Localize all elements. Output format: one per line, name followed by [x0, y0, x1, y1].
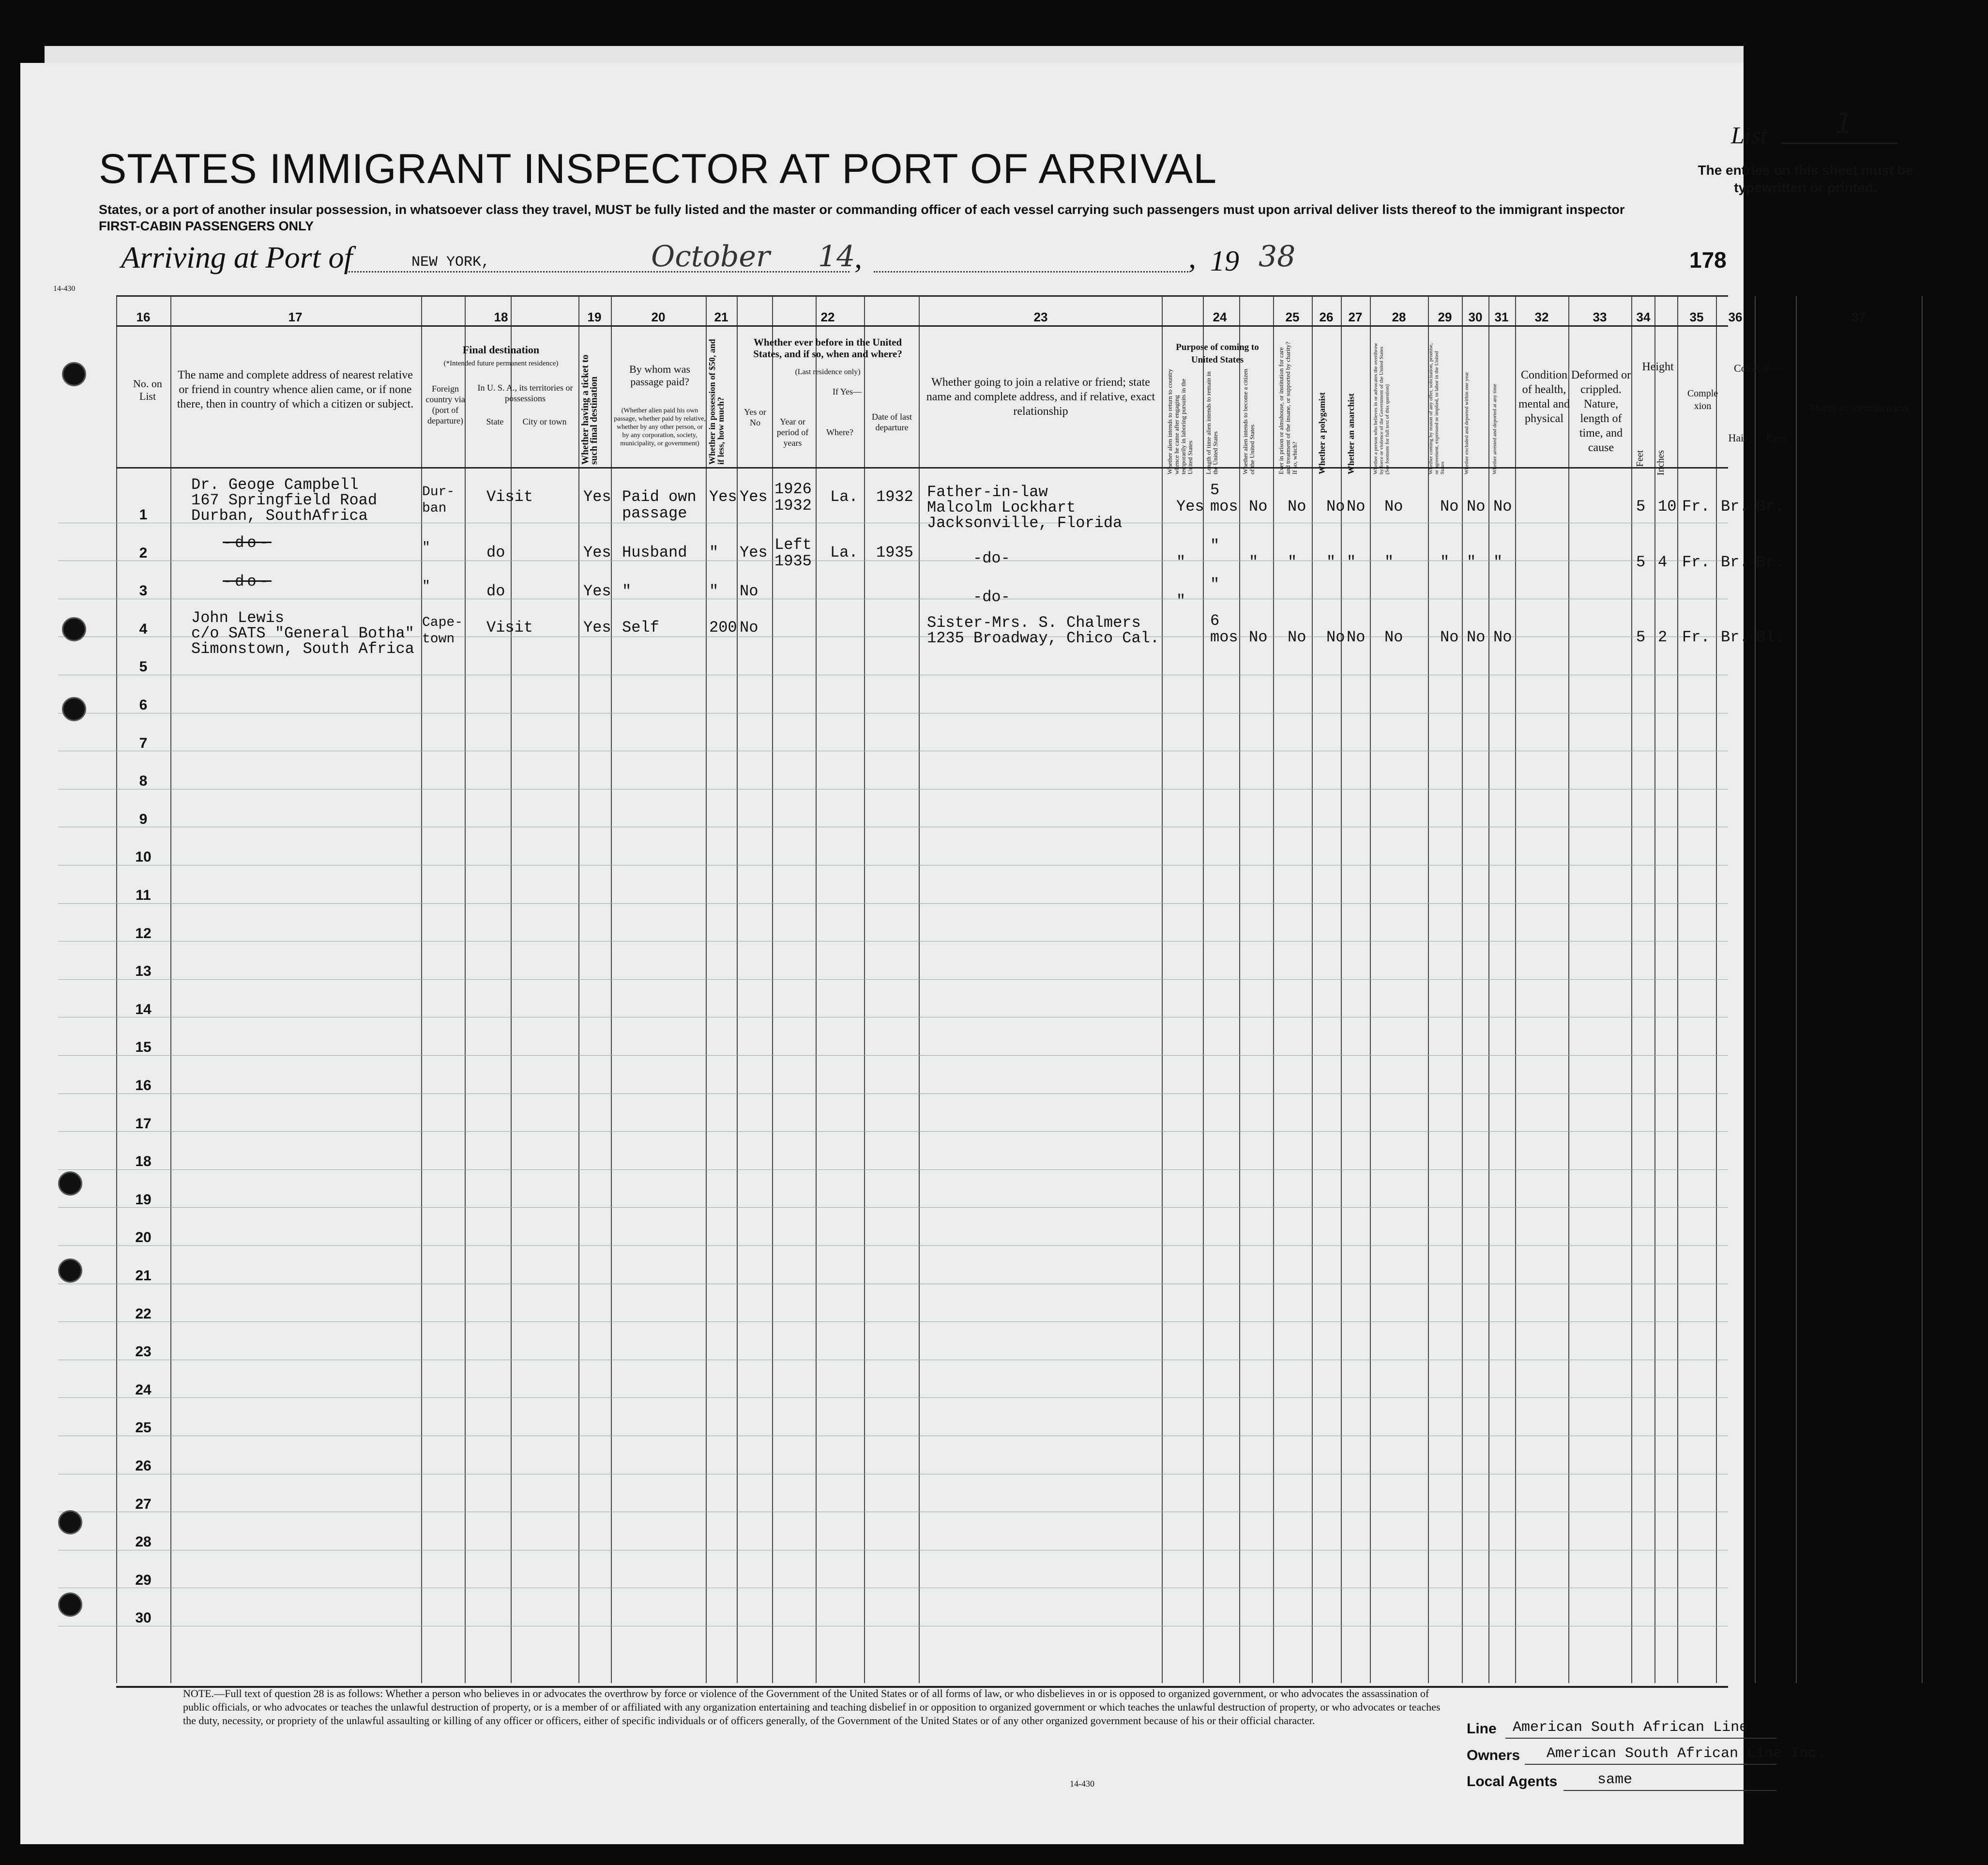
col25-header: Ever in prison or almshouse, or institution for care and treatment of the insane, or supported by charity? If so, which? [1277, 342, 1298, 474]
column-header: Hair [1728, 432, 1747, 444]
column-number: 33 [1593, 310, 1607, 324]
eye-color-cell: Br. [1756, 498, 1784, 516]
join-relative-line: -do- [973, 549, 1010, 567]
join-relative-line: Father-in-law [927, 483, 1048, 501]
row-number: 3 [139, 583, 148, 599]
col34-header: Height [1642, 361, 1674, 373]
foreign-country-cell: Cape- town [422, 615, 463, 647]
overthrow-cell: " [1384, 553, 1394, 571]
form-code-top: 14-430 [53, 285, 76, 293]
column-rule [1755, 296, 1756, 1683]
money-cell: " [709, 582, 719, 600]
row-number: 16 [135, 1077, 152, 1093]
deported-cell: " [1493, 553, 1503, 571]
ticket-cell: Yes [583, 619, 611, 637]
column-rule [1796, 296, 1797, 1683]
overthrow-cell: No [1384, 498, 1403, 516]
col22-where: Where? [826, 427, 853, 437]
stay-length-cell: 5 mos [1210, 481, 1238, 516]
col22-years: Year or period of years [776, 417, 809, 448]
citizen-intent-cell: " [1249, 553, 1259, 571]
row-number: 6 [139, 697, 148, 713]
column-rule [116, 296, 117, 1683]
row-number: 14 [135, 1001, 152, 1017]
col18-state: State [486, 417, 504, 426]
row-number: 10 [135, 849, 152, 865]
polygamist-cell: No [1326, 498, 1345, 516]
col20-header: By whom was passage paid? [629, 363, 690, 388]
row-rule [58, 979, 1728, 980]
column-rule [1239, 296, 1240, 1683]
col22-ifyes: If Yes— [832, 387, 862, 396]
column-number: 27 [1348, 310, 1363, 324]
money-cell: " [709, 544, 719, 561]
list-underline [1781, 143, 1897, 144]
column-number: 19 [587, 310, 602, 324]
year-suffix: 38 [1259, 240, 1296, 273]
column-rule [1677, 296, 1678, 1683]
punch-hole [58, 1592, 82, 1617]
ticket-cell: Yes [583, 582, 611, 600]
col34-inches: Inches [1655, 450, 1666, 476]
day-value: 14 [818, 240, 855, 273]
before-in-us-cell: No [740, 619, 759, 637]
col22-note: (Last residence only) [795, 368, 861, 376]
col27-header: Whether an anarchist [1346, 393, 1356, 474]
column-rule [1162, 296, 1163, 1683]
row-rule [58, 1131, 1728, 1132]
ticket-cell: Yes [583, 544, 611, 561]
col35-header: Complexion [1687, 388, 1718, 411]
complexion-cell: Fr. [1682, 628, 1710, 646]
column-rule [1631, 296, 1632, 1683]
punch-hole [58, 1510, 82, 1534]
col31-header: Whether arrested and deported at any time [1492, 384, 1498, 474]
header-rule [116, 325, 1728, 327]
arriving-label: Arriving at Port of [121, 240, 353, 274]
column-header: Eyes [1766, 432, 1787, 444]
col22-yesno: Yes or No [744, 407, 766, 427]
labor-offer-cell: No [1440, 498, 1459, 516]
class-note: FIRST-CABIN PASSENGERS ONLY [99, 219, 314, 233]
passage-paid-cell: Paid own passage [622, 488, 697, 522]
col28-header: Whether a person who believes in or advocates the overthrow by force or violence of the Government of the United States (See footnote for full text of this question) [1373, 343, 1390, 474]
col26-header: Whether a polygamist [1317, 392, 1327, 474]
passenger-name-line: -do- [223, 534, 272, 552]
eye-color-cell: Bl. [1756, 628, 1784, 646]
prison-cell: " [1288, 553, 1297, 571]
punch-hole [58, 1258, 82, 1283]
col24-header: Purpose of coming to United States [1176, 342, 1259, 365]
column-number: 18 [494, 310, 508, 324]
col34-feet: Feet [1635, 450, 1645, 467]
ticket-cell: Yes [583, 488, 611, 506]
row-rule [58, 1207, 1728, 1208]
foreign-country-cell: " [422, 579, 430, 594]
row-number: 24 [135, 1381, 152, 1398]
stay-length-cell: " [1210, 537, 1220, 555]
column-rule [772, 296, 773, 1683]
column-rule [816, 296, 817, 1683]
stay-length-cell: 6 mos [1210, 612, 1238, 646]
col18-header: Final destination [462, 344, 540, 356]
passage-paid-cell: Self [622, 619, 659, 637]
col29-header: Whether coming by reason of any offer, solicitation, promise, or agreement, expressed or implied, to labor in the United States [1428, 343, 1445, 474]
complexion-cell: Fr. [1682, 553, 1710, 571]
column-number: 31 [1494, 310, 1509, 324]
citizen-intent-cell: No [1249, 628, 1268, 646]
row-number: 8 [139, 773, 148, 789]
height-inches-cell: 2 [1658, 628, 1668, 646]
row-number: 7 [139, 735, 148, 751]
col30-header: Whether excluded and deported within one year [1464, 372, 1470, 474]
return-intent-cell: " [1176, 592, 1186, 610]
polygamist-cell: No [1326, 628, 1345, 646]
column-number: 36 [1728, 310, 1743, 324]
complexion-cell: Fr. [1682, 498, 1710, 516]
column-rule [1922, 296, 1923, 1683]
col33-header: Deformed or crippled. Nature, length of time, and cause [1571, 369, 1631, 454]
list-value: 1 [1835, 106, 1853, 140]
col21-header: Whether in possession of $50, and if less, how much? [707, 339, 726, 465]
col24-a: Whether alien intends to return to country whence he came after engaging temporarily in laboring pursuits in the United States [1166, 368, 1194, 474]
column-number: 24 [1213, 310, 1227, 324]
row-number: 17 [135, 1115, 152, 1132]
join-relative-line: Malcolm Lockhart [927, 499, 1076, 516]
column-number: 34 [1636, 310, 1651, 324]
destination-cell: Visit [486, 619, 533, 637]
citizen-intent-cell: No [1249, 498, 1268, 516]
column-rule [170, 296, 171, 1683]
destination-cell: Visit [486, 488, 533, 506]
list-note: The entries on this sheet must be typewritten or printed. [1698, 163, 1913, 195]
col18-city: City or town [522, 417, 567, 426]
join-relative-line: Jacksonville, Florida [927, 514, 1123, 532]
polygamist-cell: " [1326, 553, 1336, 571]
labor-offer-cell: No [1440, 628, 1459, 646]
owners-label: Owners [1467, 1747, 1520, 1763]
page-number: 178 [1689, 247, 1727, 273]
column-number: 37 [1851, 310, 1866, 324]
owners-value: American South African Line Inc. [1547, 1745, 1826, 1762]
column-number: 30 [1468, 310, 1483, 324]
row-rule [58, 1093, 1728, 1094]
row-number: 12 [135, 925, 152, 941]
row-number: 28 [135, 1534, 152, 1550]
row-number: 9 [139, 811, 148, 827]
col20-note: (Whether alien paid his own passage, whether paid by relative, whether by any other person, or by any corporation, society, municipality, or government) [614, 407, 706, 447]
row-number: 23 [135, 1344, 152, 1360]
departure-cell: 1932 [876, 488, 913, 506]
departure-cell: 1935 [876, 544, 913, 561]
deported-cell: No [1493, 498, 1512, 516]
column-rule [864, 296, 865, 1683]
row-number: 15 [135, 1039, 152, 1056]
years-cell: 1926 1932 [774, 480, 812, 515]
row-number: 19 [135, 1191, 152, 1208]
column-rule [578, 296, 579, 1683]
height-inches-cell: 4 [1658, 553, 1668, 571]
join-relative-line: -do- [973, 588, 1010, 606]
passenger-name-line: John Lewis [191, 609, 285, 627]
date-line [874, 271, 1188, 273]
row-rule [58, 1169, 1728, 1170]
column-number: 23 [1033, 310, 1048, 324]
join-relative-line: 1235 Broadway, Chico Cal. [927, 629, 1160, 647]
row-number: 5 [139, 659, 148, 675]
destination-cell: do [486, 544, 505, 561]
row-number: 29 [135, 1572, 152, 1588]
height-feet-cell: 5 [1636, 553, 1646, 571]
money-cell: Yes [709, 488, 737, 506]
column-number: 28 [1392, 310, 1406, 324]
row-number: 18 [135, 1153, 152, 1170]
column-number: 16 [136, 310, 151, 324]
excluded-cell: No [1467, 498, 1486, 516]
subtitle: States, or a port of another insular possession, in whatsoever class they travel, MUST be fully listed and the master or commanding officer of each vessel carrying such passengers must upon arrival deliver lists thereof to the immigrant inspector [99, 202, 1625, 217]
line-value: American South African Line [1513, 1719, 1748, 1736]
col24-b: Length of time alien intends to remain in the United States [1205, 371, 1219, 474]
passenger-name-line: Dr. Geoge Campbell [191, 476, 359, 494]
column-rule [465, 296, 466, 1683]
column-number: 26 [1319, 310, 1334, 324]
col18-note: (*Intended future permanent residence) [443, 360, 559, 367]
line-label: Line [1467, 1721, 1497, 1737]
row-rule [58, 1245, 1728, 1246]
passenger-name-line: Simonstown, South Africa [191, 640, 414, 658]
column-rule [1716, 296, 1717, 1683]
year-prefix: 19 [1210, 245, 1239, 277]
column-number: 20 [651, 310, 666, 324]
port-date-line [346, 271, 850, 273]
column-rule [1370, 296, 1371, 1683]
punch-hole [62, 362, 86, 386]
return-intent-cell: " [1176, 553, 1186, 571]
row-number: 30 [135, 1610, 152, 1626]
col24-c: Whether alien intends to become a citizen of the United States [1242, 368, 1256, 474]
col17-header: The name and complete address of nearest relative or friend in country whence alien came, or if none there, then in country of which a citizen or subject. [177, 369, 414, 410]
column-header: Color of— [1734, 362, 1780, 374]
eye-color-cell: Br. [1756, 553, 1784, 571]
money-cell: 200 [709, 619, 737, 637]
column-number: 17 [288, 310, 303, 324]
col22-departure: Date of last departure [872, 412, 912, 432]
month-value: October [651, 240, 770, 273]
column-rule [1462, 296, 1463, 1683]
excluded-cell: No [1467, 628, 1486, 646]
page-title: STATES IMMIGRANT INSPECTOR AT PORT OF ARRIVAL [99, 146, 1217, 192]
passenger-name-line: c/o SATS "General Botha" [191, 624, 414, 642]
return-intent-cell: Yes [1176, 498, 1204, 516]
agents-label: Local Agents [1467, 1774, 1558, 1789]
col23-header: Whether going to join a relative or friend; state name and complete address, and if relative, exact relationship [926, 376, 1155, 418]
foreign-country-cell: Dur- ban [422, 485, 455, 516]
before-in-us-cell: Yes [740, 544, 768, 561]
row-number: 11 [136, 887, 151, 903]
passage-paid-cell: " [622, 582, 632, 600]
column-rule [1488, 296, 1489, 1683]
column-rule [1428, 296, 1429, 1683]
column-rule [706, 296, 707, 1683]
row-rule [58, 1397, 1728, 1398]
row-number: 4 [139, 621, 148, 637]
height-feet-cell: 5 [1636, 498, 1646, 516]
row-number: 21 [135, 1268, 152, 1284]
punch-hole [62, 697, 86, 721]
where-cell: La. [830, 544, 858, 561]
row-number: 22 [135, 1305, 152, 1322]
footer-note: NOTE.—Full text of question 28 is as follows: Whether a person who believes in or advocates the overthrow by force or violence of the Government of the United States or of all forms of law, or who disbelieves in or is opposed to organized government, or who advocates the assassination of public officials, or who advocates or teaches the unlawful destruction of property, or is a member of or affiliated with any organization entertaining and teaching disbelief in or opposition to organized government or which teaches the unlawful destruction of property, or who advocates or teaches the duty, necessity, or propriety of the unlawful assaulting or killing of any officer or officers, either of specific individuals or of officers generally, of the Government of the United States or of any other organized government because of his or their official character. [183, 1687, 1441, 1727]
row-rule [58, 1321, 1728, 1322]
passage-paid-cell: Husband [622, 544, 687, 561]
where-cell: La. [830, 488, 858, 506]
height-inches-cell: 10 [1658, 498, 1677, 516]
destination-cell: do [486, 582, 505, 600]
stay-length-cell: " [1210, 576, 1220, 593]
excluded-cell: " [1467, 553, 1476, 571]
footer-code: 14-430 [1070, 1779, 1094, 1789]
join-relative-line: Sister-Mrs. S. Chalmers [927, 614, 1141, 632]
port-value: NEW YORK, [411, 254, 490, 271]
anarchist-cell: " [1347, 553, 1356, 571]
row-rule [58, 1055, 1728, 1056]
column-number: 25 [1285, 310, 1300, 324]
column-rule [1312, 296, 1313, 1683]
list-label: List [1731, 121, 1768, 149]
column-number: 29 [1438, 310, 1452, 324]
before-in-us-cell: No [740, 582, 759, 600]
years-cell: Left 1935 [774, 536, 812, 570]
column-number: 35 [1689, 310, 1704, 324]
agents-value: same [1597, 1772, 1633, 1788]
hair-color-cell: Br. [1721, 628, 1749, 646]
anarchist-cell: No [1347, 498, 1366, 516]
column-number: 22 [820, 310, 835, 324]
labor-offer-cell: " [1440, 553, 1450, 571]
column-rule [1515, 296, 1516, 1683]
anarchist-cell: No [1347, 628, 1366, 646]
row-number: 26 [135, 1458, 152, 1474]
column-number: 21 [714, 310, 728, 324]
row-rule [58, 903, 1728, 904]
hair-color-cell: Br. [1721, 498, 1749, 516]
row-number: 1 [139, 507, 148, 523]
prison-cell: No [1288, 498, 1306, 516]
column-rule [919, 296, 920, 1683]
col18-usa: In U. S. A., its territories or possessions [477, 383, 573, 403]
row-number: 25 [135, 1420, 152, 1436]
col16-header: No. on List [133, 378, 162, 402]
column-rule [1273, 296, 1274, 1683]
prison-cell: No [1288, 628, 1306, 646]
row-number: 13 [135, 963, 152, 980]
col19-header: Whether having a ticket to such final destination [580, 354, 599, 465]
column-rule [1568, 296, 1569, 1683]
row-number: 2 [139, 545, 148, 561]
row-number: 27 [135, 1496, 152, 1512]
passenger-name-line: Durban, SouthAfrica [191, 507, 368, 525]
header-rule [116, 467, 1728, 469]
column-rule [1654, 296, 1655, 1683]
passenger-name-line: 167 Springfield Road [191, 491, 378, 509]
col22-header: Whether ever before in the United States, and if so, when and where? [753, 336, 902, 360]
column-number: 32 [1534, 310, 1549, 324]
punch-hole [62, 617, 86, 641]
height-feet-cell: 5 [1636, 628, 1646, 646]
before-in-us-cell: Yes [740, 488, 768, 506]
foreign-country-cell: " [422, 540, 430, 555]
row-number: 20 [135, 1229, 152, 1246]
hair-color-cell: Br. [1721, 553, 1749, 571]
overthrow-cell: No [1384, 628, 1403, 646]
col32-header: Condition of health, mental and physical [1518, 369, 1570, 425]
punch-hole [58, 1171, 82, 1196]
column-header: Marks of identification [1809, 402, 1908, 414]
deported-cell: No [1493, 628, 1512, 646]
passenger-name-line: -do- [223, 573, 272, 591]
col18-foreign: Foreign country via (port of departure) [425, 384, 465, 425]
